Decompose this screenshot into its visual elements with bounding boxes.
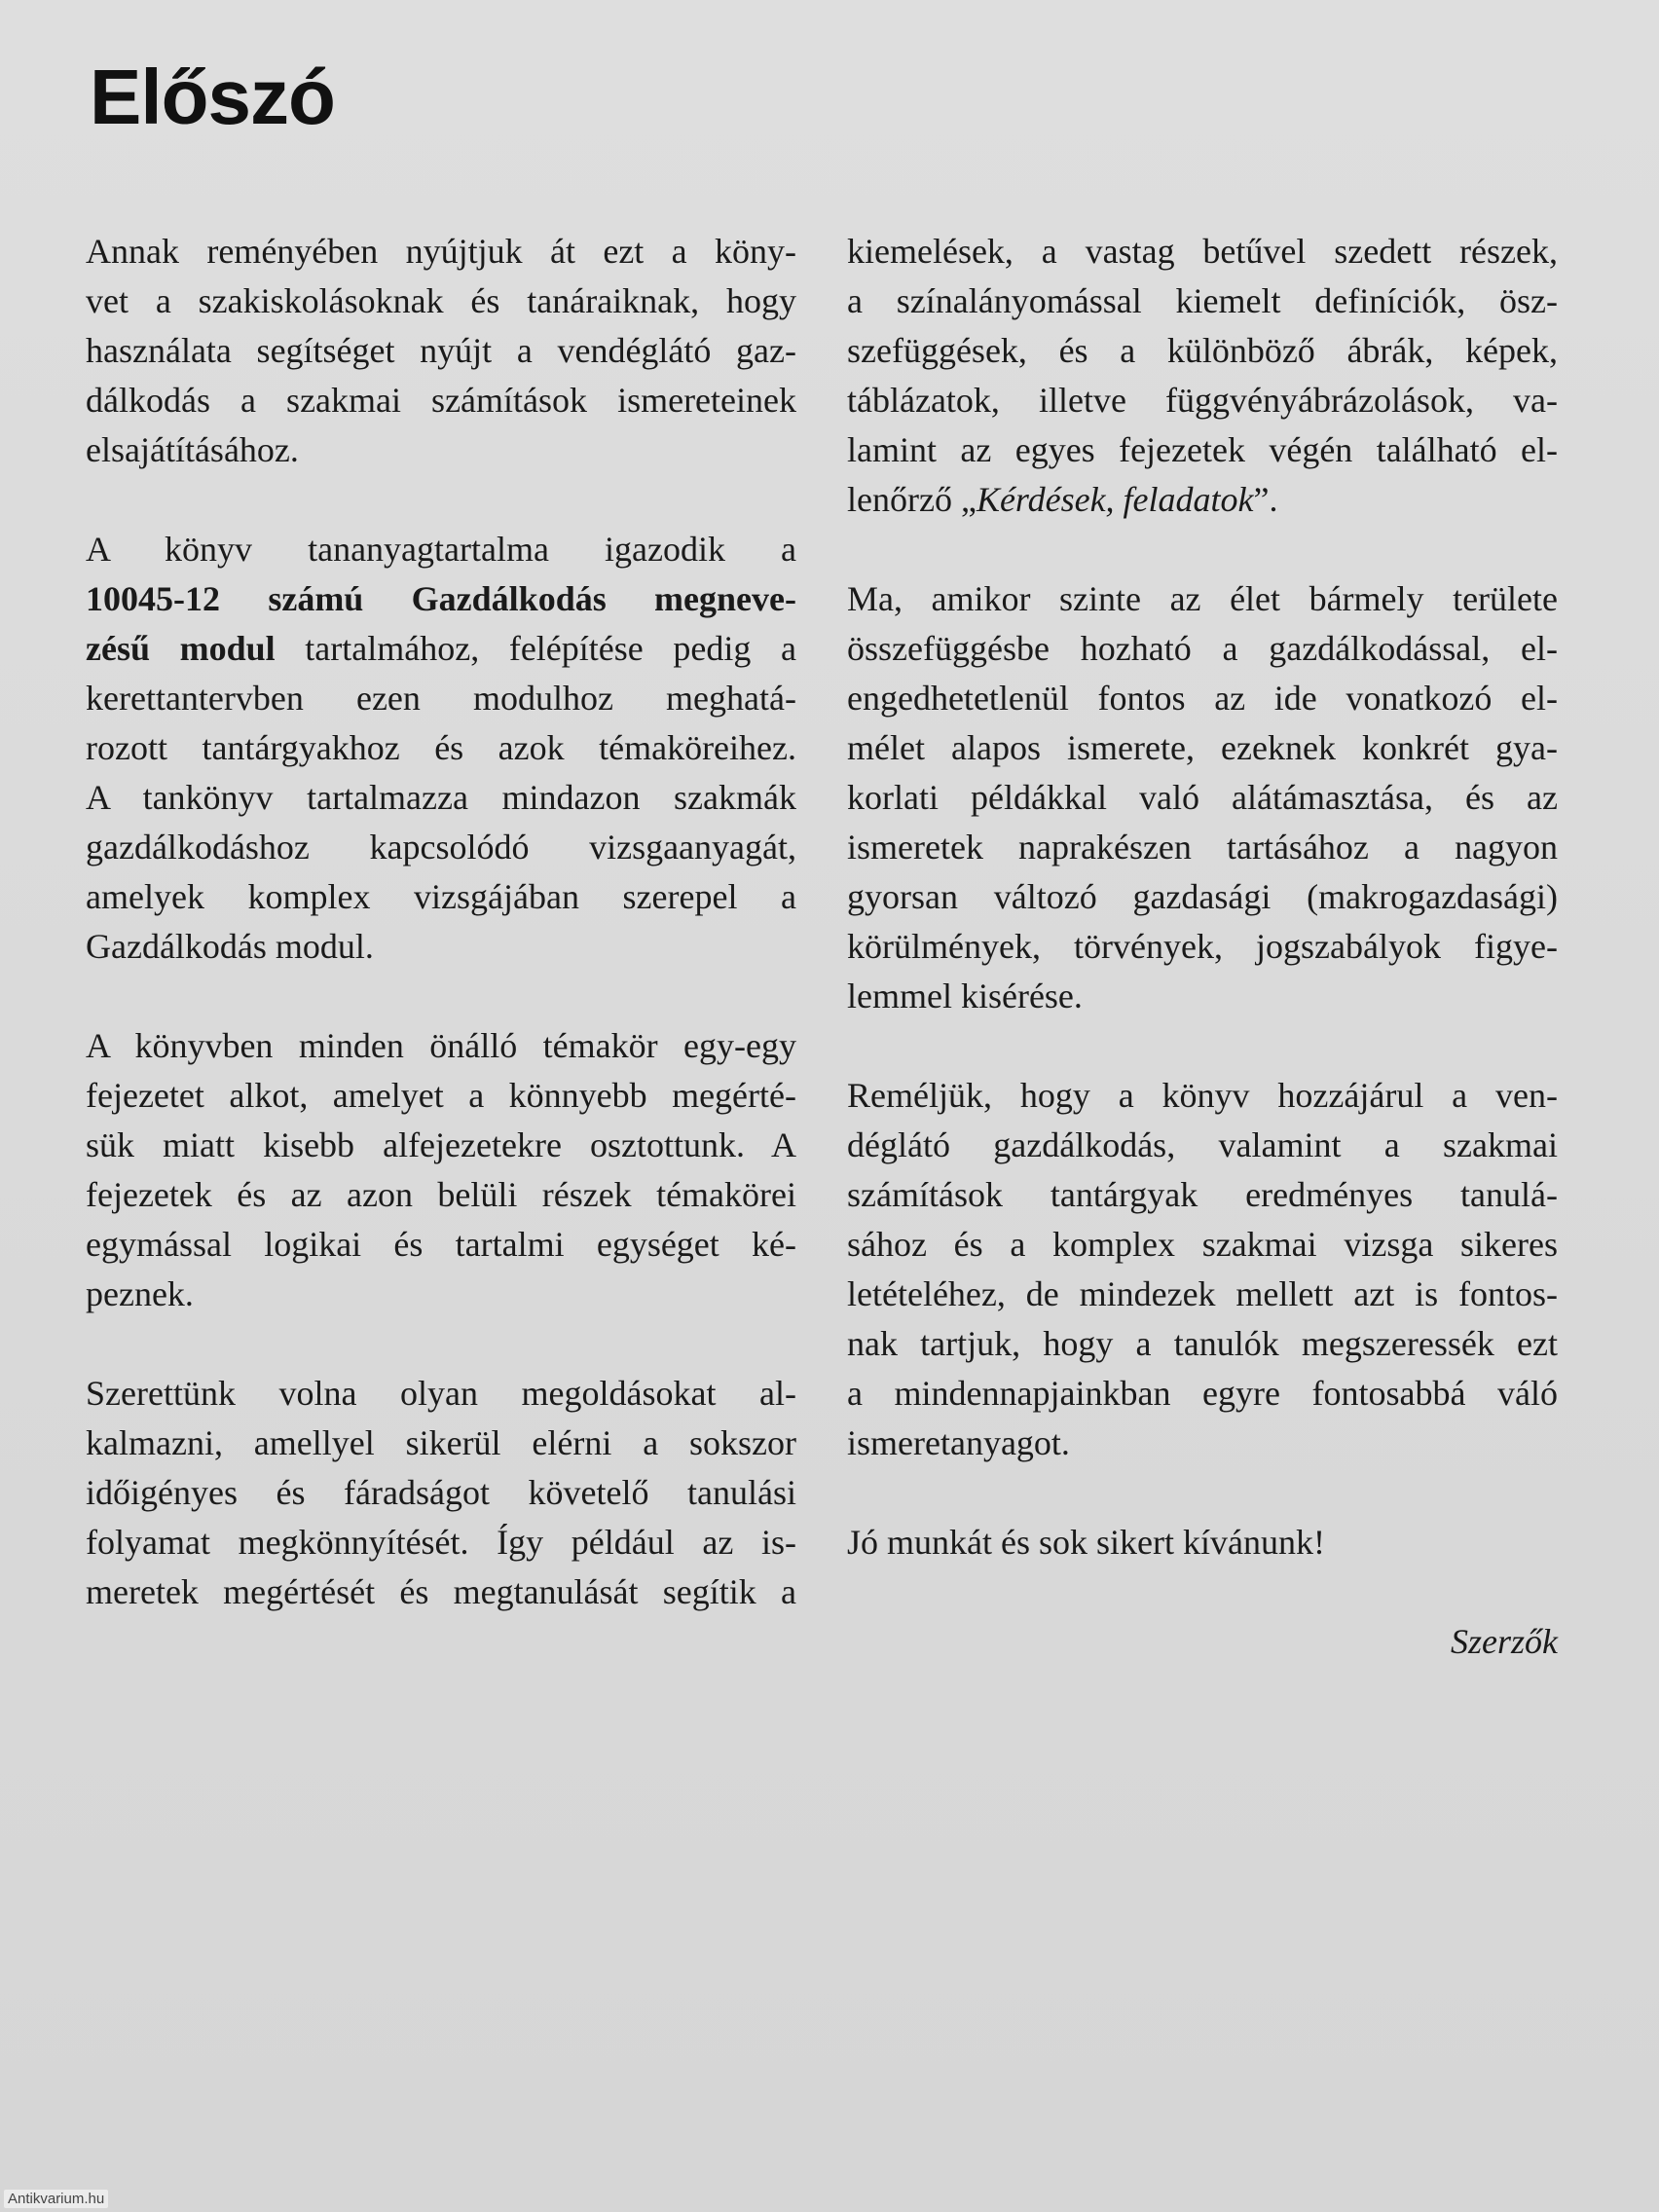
- text-line: kerettantervben ezen modulhoz meghatá-: [86, 679, 796, 718]
- text-line: korlati példákkal való alátámasztása, és az: [847, 778, 1558, 817]
- text-line: Szerettünk volna olyan megoldásokat al-: [86, 1374, 796, 1413]
- text-line: körülmények, törvények, jogszabályok figye-: [847, 927, 1558, 966]
- text-line: ismeretanyagot.: [847, 1423, 1070, 1462]
- text-line: a színalányomással kiemelt definíciók, ösz-: [847, 281, 1558, 320]
- text-line: engedhetetlenül fontos az ide vonatkozó el-: [847, 679, 1558, 718]
- text-line: sához és a komplex szakmai vizsga sikeres: [847, 1225, 1558, 1264]
- text-line: gyorsan változó gazdasági (makrogazdasági): [847, 877, 1558, 916]
- paragraph-curriculum: [86, 525, 796, 972]
- text-line: Ma, amikor szinte az élet bármely területe: [847, 579, 1558, 618]
- paragraph-wishes: [847, 1518, 1558, 1567]
- module-name-bold: 10045-12 számú Gazdálkodás megneve-: [86, 579, 796, 618]
- text-line: táblázatok, illetve függvényábrázolások, va-: [847, 381, 1558, 420]
- text-fragment: tartalmához, felépítése pedig a: [275, 629, 796, 668]
- text-line: Jó munkát és sok sikert kívánunk!: [847, 1523, 1325, 1562]
- text-line: fejezetet alkot, amelyet a könnyebb megérté-: [86, 1076, 796, 1115]
- paragraph-intro: [86, 227, 796, 475]
- text-line: összefüggésbe hozható a gazdálkodással, el-: [847, 629, 1558, 668]
- text-line: Annak reményében nyújtjuk át ezt a köny-: [86, 232, 796, 271]
- text-line: gazdálkodáshoz kapcsolódó vizsgaanyagát,: [86, 828, 796, 866]
- text-line: meretek megértését és megtanulását segítik a: [86, 1572, 796, 1611]
- text-line: sük miatt kisebb alfejezetekre osztottunk. A: [86, 1125, 796, 1164]
- text-line: kalmazni, amellyel sikerül elérni a sokszor: [86, 1423, 796, 1462]
- watermark-label: Antikvarium.hu: [4, 2190, 108, 2208]
- text-line: amelyek komplex vizsgájában szerepel a: [86, 877, 796, 916]
- text-line: letételéhez, de mindezek mellett azt is fontos-: [847, 1274, 1558, 1313]
- text-line: [86, 624, 796, 674]
- text-line: rozott tantárgyakhoz és azok témaköreihez.: [86, 728, 796, 767]
- text-line: A könyvben minden önálló témakör egy-egy: [86, 1026, 796, 1065]
- paragraph-importance: [847, 574, 1558, 1021]
- text-line: vet a szakiskolásoknak és tanáraiknak, hogy: [86, 281, 796, 320]
- text-line: számítások tantárgyak eredményes tanulá-: [847, 1175, 1558, 1214]
- text-line: Gazdálkodás modul.: [86, 927, 374, 966]
- text-line: lamint az egyes fejezetek végén található el-: [847, 430, 1558, 469]
- text-line: kiemelések, a vastag betűvel szedett részek,: [847, 232, 1558, 271]
- text-line: a mindennapjainkban egyre fontosabbá váló: [847, 1374, 1558, 1413]
- text-line: fejezetek és az azon belüli részek témakörei: [86, 1175, 796, 1214]
- text-line: ismeretek naprakészen tartásához a nagyon: [847, 828, 1558, 866]
- text-line: időigényes és fáradságot követelő tanulási: [86, 1473, 796, 1512]
- left-column: [86, 227, 796, 1667]
- text-line: elsajátításához.: [86, 430, 299, 469]
- text-line: dálkodás a szakmai számítások ismereteinek: [86, 381, 796, 420]
- module-name-bold: zésű modul: [86, 629, 276, 668]
- text-line: A tankönyv tartalmazza mindazon szakmák: [86, 778, 796, 817]
- paragraph-hope: [847, 1071, 1558, 1468]
- right-column: [847, 227, 1558, 1716]
- text-line: nak tartjuk, hogy a tanulók megszeressék ezt: [847, 1324, 1558, 1363]
- text-line: Reméljük, hogy a könyv hozzájárul a ven-: [847, 1076, 1558, 1115]
- paragraph-highlights: [847, 227, 1558, 525]
- text-line: A könyv tananyagtartalma igazodik a: [86, 530, 796, 569]
- signature: Szerzők: [1451, 1622, 1558, 1661]
- text-line: mélet alapos ismerete, ezeknek konkrét gya-: [847, 728, 1558, 767]
- paragraph-solutions: [86, 1369, 796, 1617]
- paragraph-structure: [86, 1021, 796, 1319]
- text-line: déglátó gazdálkodás, valamint a szakmai: [847, 1125, 1558, 1164]
- text-line: szefüggések, és a különböző ábrák, képek,: [847, 331, 1558, 370]
- text-line: folyamat megkönnyítését. Így például az is-: [86, 1523, 796, 1562]
- questions-tasks-italic: Kérdések, feladatok: [976, 480, 1254, 519]
- text-line: használata segítséget nyújt a vendéglátó gaz-: [86, 331, 796, 370]
- text-fragment: ”.: [1253, 480, 1278, 519]
- text-line: peznek.: [86, 1274, 194, 1313]
- text-line: lemmel kisérése.: [847, 977, 1083, 1015]
- text-fragment: lenőrző „: [847, 480, 977, 519]
- text-line: egymással logikai és tartalmi egységet ké-: [86, 1225, 796, 1264]
- text-line: [847, 475, 1558, 525]
- page-title: Előszó: [90, 54, 335, 140]
